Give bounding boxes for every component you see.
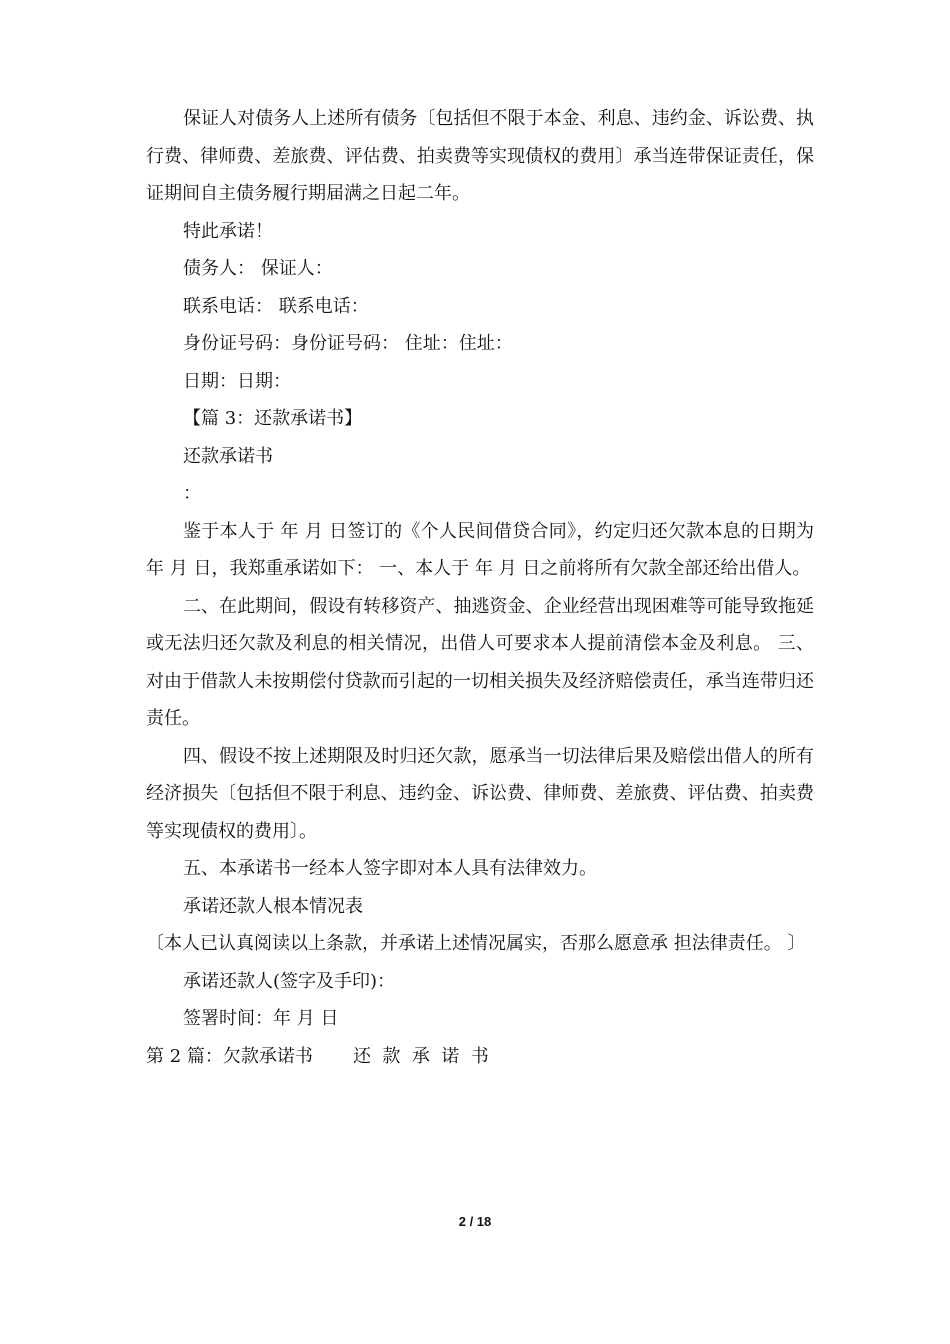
paragraph-declaration-note: 〔本人已认真阅读以上条款，并承诺上述情况属实，否那么愿意承 担法律责任。 〕	[146, 933, 806, 954]
section-heading-part2: 第 2 篇：欠款承诺书 还 款 承 诺 书	[146, 1045, 489, 1067]
paragraph-clause-1: 鉴于本人于 年 月 日签订的《个人民间借贷合同》，约定归还欠款本息的日期为 年 月 日，我郑重承诺如下： 一、本人于 年 月 日之前将所有欠款全部还给出借人。	[146, 520, 814, 579]
paragraph-addressee: ：	[183, 483, 201, 504]
paragraph-clause-5: 五、本承诺书一经本人签字即对本人具有法律效力。	[183, 858, 597, 879]
paragraph-guarantee: 保证人对债务人上述所有债务〔包括但不限于本金、利息、违约金、诉讼费、执行费、律师费、差旅费、评估费、拍卖费等实现债权的费用〕承当连带保证责任，保证期间自主债务履行期届满之日起二年。	[146, 108, 814, 204]
paragraph-id-address: 身份证号码：身份证号码： 住址：住址：	[183, 333, 513, 354]
paragraph-info-table-title: 承诺还款人根本情况表	[183, 895, 363, 917]
paragraph-phone: 联系电话： 联系电话：	[183, 295, 369, 317]
paragraph-clause-2-3: 二、在此期间，假设有转移资产、抽逃资金、企业经营出现困难等可能导致拖延或无法归还欠款及利息的相关情况，出借人可要求本人提前清偿本金及利息。 三、对由于借款人未按期偿付贷款而引起的一切相关损失及经济赔偿责任，承当连带归还责任。	[146, 595, 814, 729]
paragraph-signing-date: 签署时间：年 月 日	[183, 1008, 339, 1029]
document-body	[146, 100, 814, 1075]
paragraph-date: 日期：日期：	[183, 370, 291, 392]
paragraph-signature: 承诺还款人(签字及手印)：	[183, 970, 396, 992]
document-title: 还款承诺书	[183, 445, 273, 467]
paragraph-clause-4: 四、假设不按上述期限及时归还欠款，愿承当一切法律后果及赔偿出借人的所有经济损失〔包括但不限于利息、违约金、诉讼费、律师费、差旅费、评估费、拍卖费等实现债权的费用〕。	[146, 745, 814, 842]
section-title-part3: 【篇 3：还款承诺书】	[183, 408, 363, 429]
page-number: 2 / 18	[458, 1214, 492, 1229]
paragraph-hereby-promise: 特此承诺！	[183, 220, 273, 242]
paragraph-debtor-guarantor: 债务人： 保证人：	[183, 258, 333, 279]
